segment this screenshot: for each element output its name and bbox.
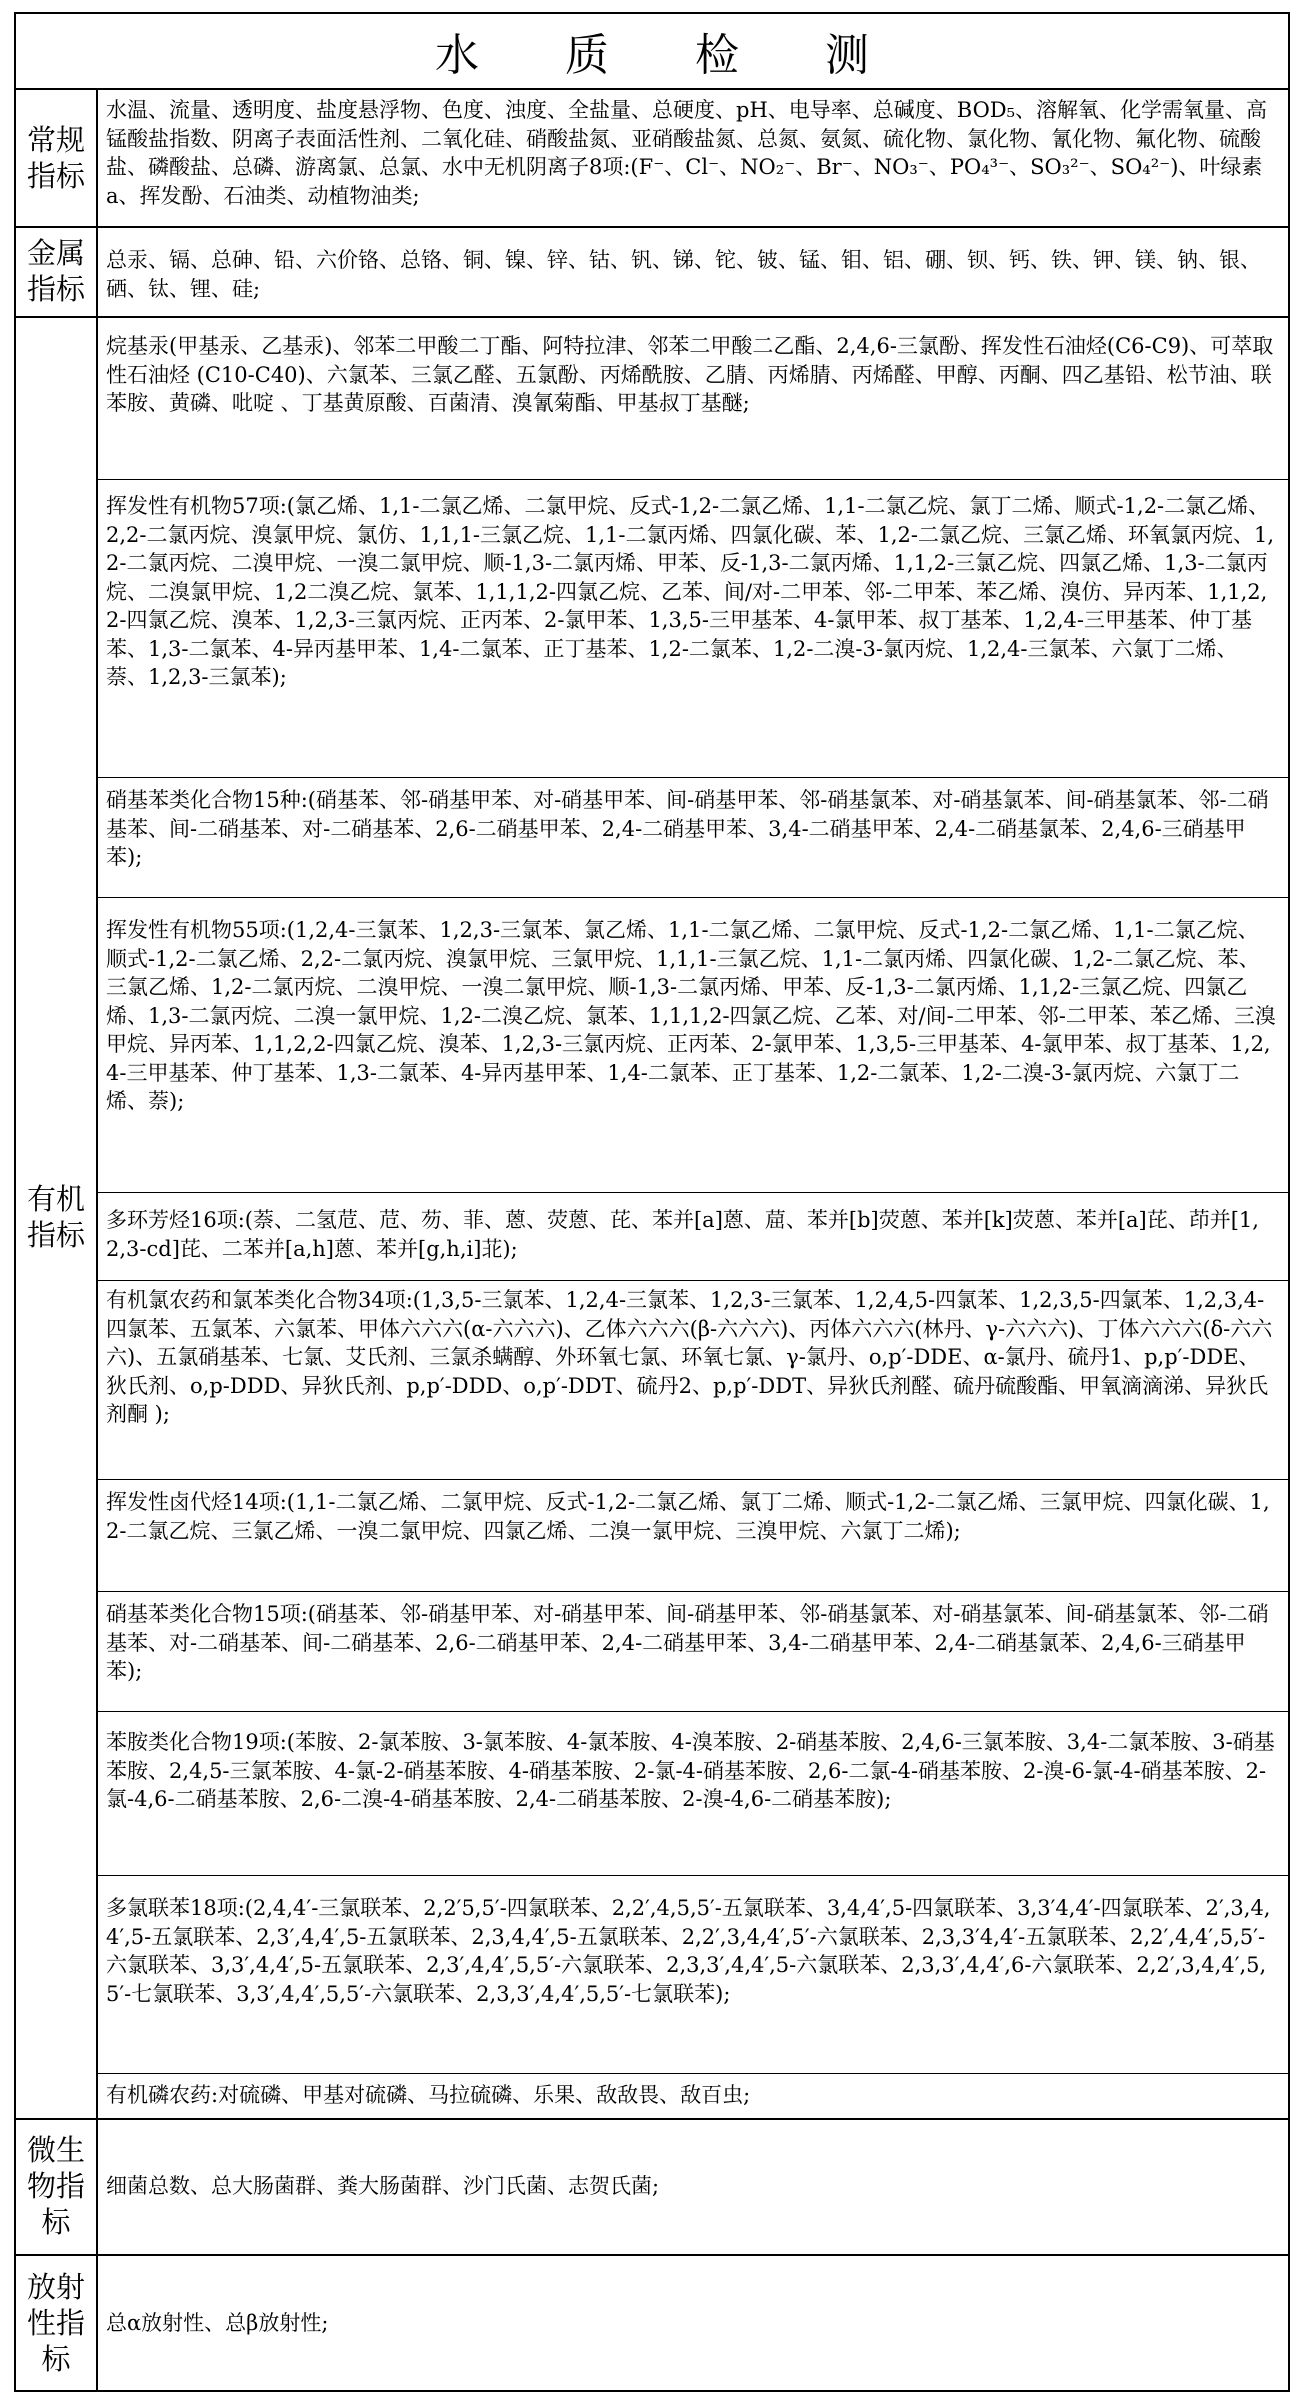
organic-item-nitro15-b: 硝基苯类化合物15项:(硝基苯、邻-硝基甲苯、对-硝基甲苯、间-硝基甲苯、邻-硝基氯苯、对-硝基氯苯、间-硝基氯苯、邻-二硝基苯、对-二硝基苯、间-二硝基苯、2,6-二硝基甲苯、2,4-二硝基甲苯、3,4-二硝基甲苯、2,4-二硝基氯苯、2,4,6-三硝基甲苯); <box>106 1602 1269 1683</box>
organic-item-voc55: 挥发性有机物55项:(1,2,4-三氯苯、1,2,3-三氯苯、氯乙烯、1,1-二氯乙烯、二氯甲烷、反式-1,2-二氯乙烯、1,1-二氯乙烷、顺式-1,2-二氯乙烯、2,2-二氯丙烷、溴氯甲烷、三氯甲烷、1,1,1-三氯乙烷、1,1-二氯丙烯、四氯化碳、1,2-二氯乙烷、苯、三氯乙烯、1,2-二氯丙烷、二溴甲烷、一溴二氯甲烷、顺-1,3-二氯丙烯、甲苯、反-1,3-二氯丙烯、1,1,2-三氯乙烷、四氯乙烯、1,3-二氯丙烷、二溴一氯甲烷、1,2-二溴乙烷、氯苯、1,1,1,2-四氯乙烷、乙苯、对/间-二甲苯、邻-二甲苯、苯乙烯、三溴甲烷、异丙苯、1,1,2,2-四氯乙烷、溴苯、1,2,3-三氯丙烷、正丙苯、2-氯甲苯、1,3,5-三甲基苯、4-氯甲苯、叔丁基苯、1,2,4-三甲基苯、仲丁基苯、1,3-二氯苯、4-异丙基甲苯、1,4-二氯苯、正丁基苯、1,2-二氯苯、1,2-二溴-3-氯丙烷、六氯丁二烯、萘); <box>106 918 1276 1113</box>
row-divider <box>16 226 1288 228</box>
sub-divider <box>98 777 1288 778</box>
organic-item-aniline19: 苯胺类化合物19项:(苯胺、2-氯苯胺、3-氯苯胺、4-氯苯胺、4-溴苯胺、2-硝基苯胺、2,4,6-三氯苯胺、3,4-二氯苯胺、3-硝基苯胺、2,4,5-三氯苯胺、4-氯-2-硝基苯胺、4-硝基苯胺、2-氯-4-硝基苯胺、2,6-二氯-4-硝基苯胺、2-溴-6-氯-4-硝基苯胺、2-氯-4,6-二硝基苯胺、2,6-二溴-4-硝基苯胺、2,4-二硝基苯胺、2-溴-4,6-二硝基苯胺); <box>106 1730 1275 1811</box>
organic-item-voc57: 挥发性有机物57项:(氯乙烯、1,1-二氯乙烯、二氯甲烷、反式-1,2-二氯乙烯、1,1-二氯乙烷、氯丁二烯、顺式-1,2-二氯乙烯、2,2-二氯丙烷、溴氯甲烷、氯仿、1,1,1-三氯乙烷、1,1-二氯丙烯、四氯化碳、苯、1,2-二氯乙烷、三氯乙烯、环氧氯丙烷、1,2-二氯丙烷、二溴甲烷、一溴二氯甲烷、顺-1,3-二氯丙烯、甲苯、反-1,3-二氯丙烯、1,1,2-三氯乙烷、四氯乙烯、1,3-二氯丙烷、二溴氯甲烷、1,2二溴乙烷、氯苯、1,1,1,2-四氯乙烷、乙苯、间/对-二甲苯、邻-二甲苯、苯乙烯、溴仿、异丙苯、1,1,2,2-四氯乙烷、溴苯、1,2,3-三氯丙烷、正丙苯、2-氯甲苯、1,3,5-三甲基苯、4-氯甲苯、叔丁基苯、1,2,4-三甲基苯、仲丁基苯、1,3-二氯苯、4-异丙基甲苯、1,4-二氯苯、正丁基苯、1,2-二氯苯、1,2-二溴-3-氯丙烷、1,2,4-三氯苯、六氯丁二烯、萘、1,2,3-三氯苯); <box>106 494 1275 689</box>
organic-item-ocp34: 有机氯农药和氯苯类化合物34项:(1,3,5-三氯苯、1,2,4-三氯苯、1,2,3-三氯苯、1,2,4,5-四氯苯、1,2,3,5-四氯苯、1,2,3,4-四氯苯、五氯苯、六氯苯、甲体六六六(α-六六六)、乙体六六六(β-六六六)、丙体六六六(林丹、γ-六六六)、丁体六六六(δ-六六六)、五氯硝基苯、七氯、艾氏剂、三氯杀螨醇、外环氧七氯、环氧七氯、γ-氯丹、o,p′-DDE、α-氯丹、硫丹1、p,p′-DDE、狄氏剂、o,p-DDD、异狄氏剂、p,p′-DDD、o,p′-DDT、硫丹2、p,p′-DDT、异狄氏剂醛、硫丹硫酸酯、甲氧滴滴涕、异狄氏剂酮 ); <box>106 1288 1273 1426</box>
organic-item-pcb18: 多氯联苯18项:(2,4,4′-三氯联苯、2,2′5,5′-四氯联苯、2,2′,4,5,5′-五氯联苯、3,4,4′,5-四氯联苯、3,3′4,4′-四氯联苯、2′,3,4,4′,5-五氯联苯、2,3′,4,4′,5-五氯联苯、2,3,4,4′,5-五氯联苯、2,2′,3,4,4′,5′-六氯联苯、2,3,3′4,4′-五氯联苯、2,2′,4,4′,5,5′-六氯联苯、3,3′,4,4′,5-五氯联苯、2,3′,4,4′,5,5′-六氯联苯、2,3,3′,4,4′,5-六氯联苯、2,3,3′,4,4′,6-六氯联苯、2,2′,3,4,4′,5,5′-七氯联苯、3,3′,4,4′,5,5′-六氯联苯、2,3,3′,4,4′,5,5′-七氯联苯); <box>106 1896 1271 2006</box>
section-label-organic: 有机指标 <box>16 316 98 2118</box>
metal-items: 总汞、镉、总砷、铅、六价铬、总铬、铜、镍、锌、钴、钒、锑、铊、铍、锰、钼、铝、硼、钡、钙、铁、钾、镁、钠、银、硒、钛、锂、硅; <box>106 248 1261 301</box>
sub-divider <box>98 479 1288 480</box>
sub-divider <box>98 1711 1288 1712</box>
page-title: 水 质 检 测 <box>16 14 1288 90</box>
organic-item-vhc14: 挥发性卤代烃14项:(1,1-二氯乙烯、二氯甲烷、反式-1,2-二氯乙烯、氯丁二烯、顺式-1,2-二氯乙烯、三氯甲烷、四氯化碳、1,2-二氯乙烷、三氯乙烯、一溴二氯甲烷、四氯乙烯、二溴一氯甲烷、三溴甲烷、六氯丁二烯); <box>106 1490 1270 1543</box>
sub-divider <box>98 1192 1288 1193</box>
organic-item-opp: 有机磷农药:对硫磷、甲基对硫磷、马拉硫磷、乐果、敌敌畏、敌百虫; <box>106 2083 751 2108</box>
radioactive-items: 总α放射性、总β放射性; <box>106 2310 329 2335</box>
conventional-items: 水温、流量、透明度、盐度悬浮物、色度、浊度、全盐量、总硬度、pH、电导率、总碱度、BOD₅、溶解氧、化学需氧量、高锰酸盐指数、阴离子表面活性剂、二氧化硅、硝酸盐氮、亚硝酸盐氮、总氮、氨氮、硫化物、氯化物、氰化物、氟化物、硫酸盐、磷酸盐、总磷、游离氯、总氯、水中无机阴离子8项:(F⁻、Cl⁻、NO₂⁻、Br⁻、NO₃⁻、PO₄³⁻、SO₃²⁻、SO₄²⁻)、叶绿素a、挥发酚、石油类、动植物油类; <box>106 98 1268 208</box>
sub-divider <box>98 1280 1288 1281</box>
row-divider <box>16 316 1288 318</box>
organic-item-pah16: 多环芳烃16项:(萘、二氢苊、苊、芴、菲、蒽、荧蒽、芘、苯并[a]蒽、䓛、苯并[b]荧蒽、苯并[k]荧蒽、苯并[a]芘、茚并[1,2,3-cd]芘、二苯并[a,h]蒽、苯并[g,h,i]苝); <box>106 1208 1259 1261</box>
water-quality-table <box>14 12 1290 2392</box>
section-label-metal: 金属指标 <box>16 226 98 316</box>
section-label-conventional: 常规指标 <box>16 90 98 226</box>
sub-divider <box>98 1479 1288 1480</box>
sub-divider <box>98 1875 1288 1876</box>
sub-divider <box>98 897 1288 898</box>
organic-item-1: 烷基汞(甲基汞、乙基汞)、邻苯二甲酸二丁酯、阿特拉津、邻苯二甲酸二乙酯、2,4,6-三氯酚、挥发性石油烃(C6-C9)、可萃取性石油烃 (C10-C40)、六氯苯、三氯乙醛、五氯酚、丙烯酰胺、乙腈、丙烯腈、丙烯醛、甲醇、丙酮、四乙基铅、松节油、联苯胺、黄磷、吡啶 、丁基黄原酸、百菌清、溴氰菊酯、甲基叔丁基醚; <box>106 334 1274 415</box>
section-label-radioactive: 放射性指标 <box>16 2254 98 2392</box>
sub-divider <box>98 1591 1288 1592</box>
organic-item-nitro15-a: 硝基苯类化合物15种:(硝基苯、邻-硝基甲苯、对-硝基甲苯、间-硝基甲苯、邻-硝基氯苯、对-硝基氯苯、间-硝基氯苯、邻-二硝基苯、间-二硝基苯、对-二硝基苯、2,6-二硝基甲苯、2,4-二硝基甲苯、3,4-二硝基甲苯、2,4-二硝基氯苯、2,4,6-三硝基甲苯); <box>106 788 1269 869</box>
section-label-microbial: 微生物指标 <box>16 2118 98 2254</box>
microbial-items: 细菌总数、总大肠菌群、粪大肠菌群、沙门氏菌、志贺氏菌; <box>106 2173 660 2198</box>
